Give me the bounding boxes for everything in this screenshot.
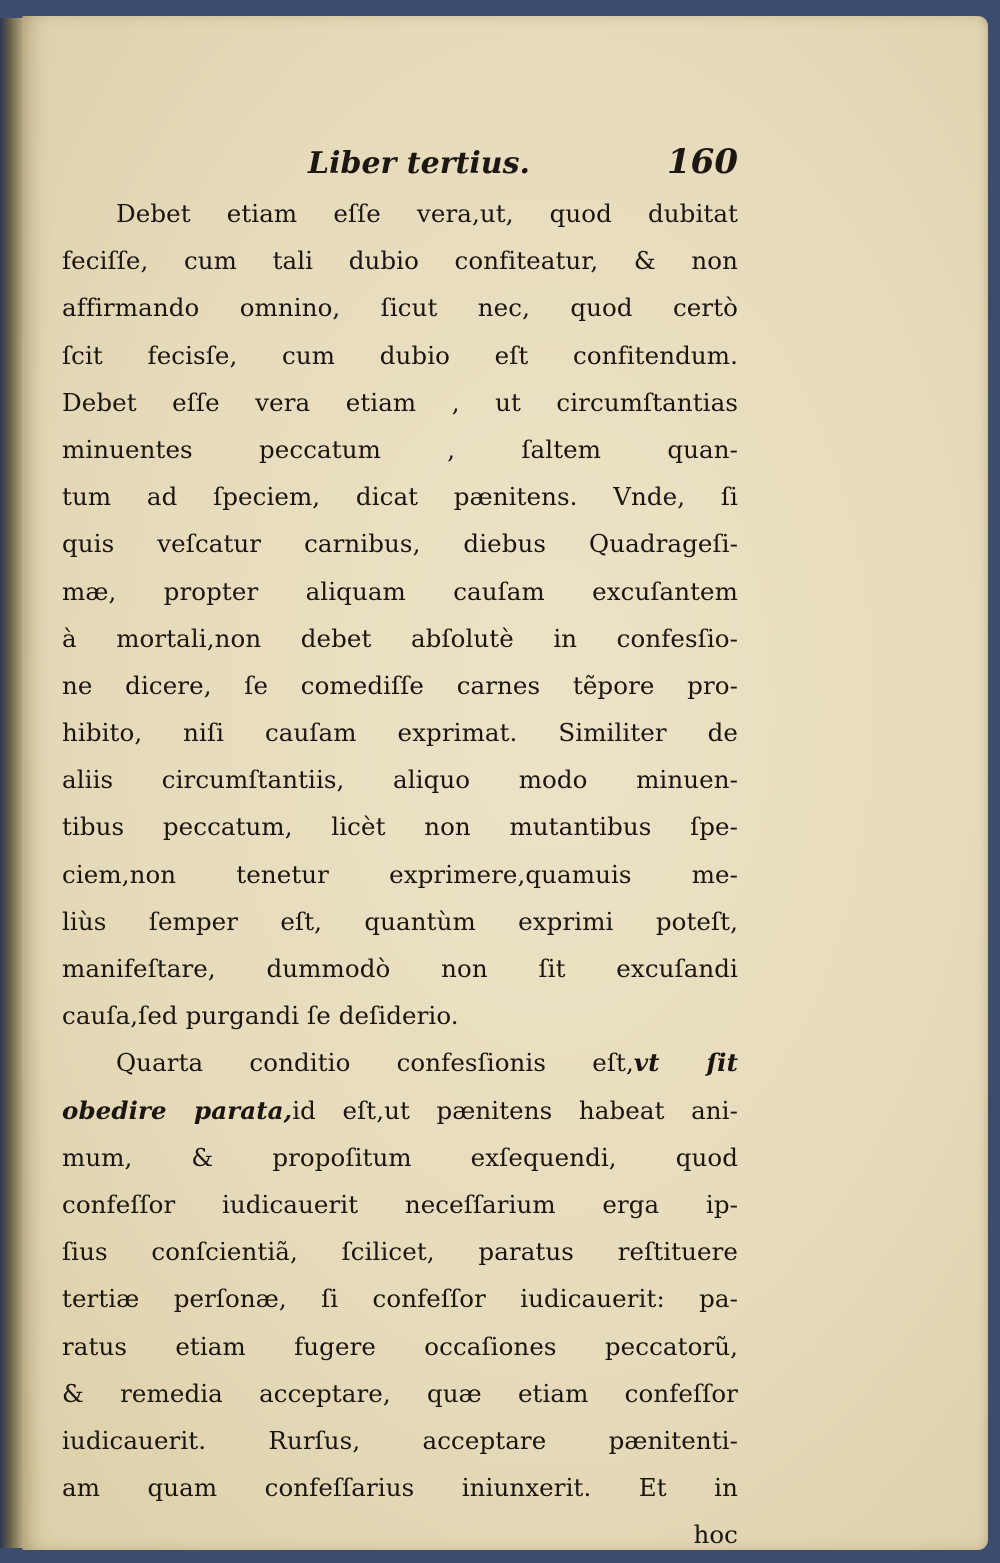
running-title: Liber tertius. — [308, 146, 530, 181]
text-line: ne dicere, ſe comediſſe carnes tẽpore pro- — [62, 670, 738, 700]
text-line: hibito, niſi cauſam exprimat. Similiter de — [62, 718, 738, 748]
text-line: cauſa,ſed purgandi ſe deſiderio. — [62, 1001, 459, 1031]
text-line — [62, 1087, 738, 1134]
text-line: affirmando omnino, ſicut nec, quod certò — [62, 293, 738, 323]
text-line: tum ad ſpeciem, dicat pænitens. Vnde, ſi — [62, 482, 738, 512]
text-line: tertiæ perſonæ, ſi confeſſor iudicauerit: pa- — [62, 1284, 738, 1314]
text-line: ratus etiam fugere occaſiones peccatorũ, — [62, 1331, 738, 1361]
text-line: minuentes peccatum , ſaltem quan- — [62, 434, 738, 464]
text-line: confeſſor iudicauerit neceſſarium erga ip- — [62, 1189, 738, 1219]
text-line: Debet etiam eſſe vera,ut, quod dubitat — [116, 199, 738, 228]
text-segment: id eſt,ut pænitens habeat ani- — [292, 1095, 738, 1125]
page-number: 160 — [667, 142, 738, 182]
text-line: liùs ſemper eſt, quantùm exprimi poteſt, — [62, 906, 738, 936]
text-line: mæ, propter aliquam cauſam excuſantem — [62, 576, 738, 606]
text-line: ſcit fecisſe, cum dubio eſt confitendum. — [62, 340, 738, 370]
italic-phrase: obedire parata, — [62, 1095, 293, 1125]
book-page — [22, 16, 988, 1550]
text-segment: Quarta conditio confesſionis eſt, — [116, 1048, 634, 1078]
catchword: hoc — [693, 1520, 738, 1550]
text-line: aliis circumſtantiis, aliquo modo minuen- — [62, 765, 738, 795]
running-head — [62, 142, 738, 190]
text-line: ſius conſcientiã, ſcilicet, paratus reſtituere — [62, 1237, 738, 1267]
text-line: am quam confeſſarius iniunxerit. Et in — [62, 1473, 738, 1503]
italic-phrase: vt ſit — [633, 1048, 738, 1078]
text-line: à mortali,non debet abſolutè in confesſio- — [62, 623, 738, 653]
text-line: ciem,non tenetur exprimere,quamuis me- — [62, 859, 738, 889]
text-line: manifeſtare, dummodò non ſit excuſandi — [62, 954, 738, 983]
text-line: tibus peccatum, licèt non mutantibus ſpe- — [62, 812, 738, 842]
text-line: iudicauerit. Rurſus, acceptare pænitenti- — [62, 1425, 738, 1455]
text-line: mum, & propoſitum exſequendi, quod — [62, 1142, 738, 1172]
body-text — [62, 190, 738, 1558]
text-line — [62, 1039, 738, 1086]
text-line: Debet eſſe vera etiam , ut circumſtantias — [62, 387, 738, 417]
text-line: feciſſe, cum tali dubio confiteatur, & non — [62, 246, 738, 276]
text-line: & remedia acceptare, quæ etiam confeſſor — [62, 1378, 738, 1408]
text-line: quis veſcatur carnibus, diebus Quadrageſi- — [62, 529, 738, 559]
